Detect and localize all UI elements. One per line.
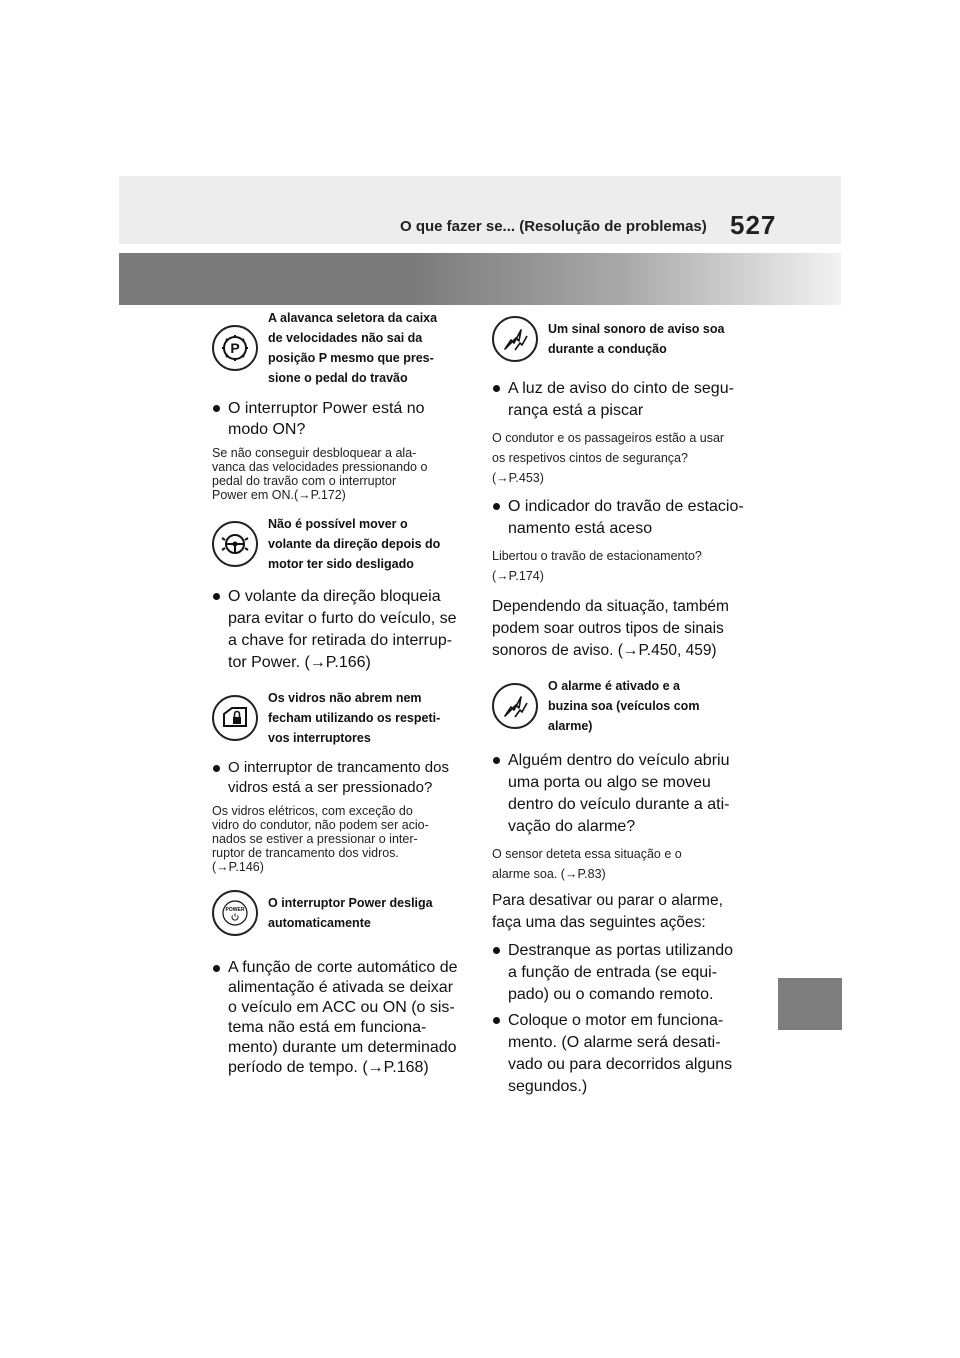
bullet-item: O volante da direção bloqueia para evitar o furto do veículo, se a chave for retirada do interrup- tor Power. (→P.166) bbox=[212, 586, 467, 674]
parking-gear-icon bbox=[212, 325, 258, 371]
warning-alarm bbox=[492, 676, 754, 736]
chapter-title: O que fazer se... (Resolução de problemas) bbox=[400, 218, 707, 235]
alarm-horn-icon bbox=[492, 683, 538, 729]
note-text: O sensor deteta essa situação e o alarme soa. (→P.83) bbox=[492, 847, 682, 881]
svg-text:P: P bbox=[230, 340, 240, 356]
note-text: Os vidros elétricos, com exceção do vidro do condutor, não podem ser acio- nados se estiver a pressionar o inter- ruptor de trancamento dos vidros. (→P.146) bbox=[212, 804, 429, 874]
chapter-side-tab bbox=[778, 978, 842, 1030]
warning-text: O interruptor Power desliga automaticamente bbox=[268, 896, 433, 930]
bullet-item: A função de corte automático de alimentação é ativada se deixar o veículo em ACC ou ON (o sis- tema não está em funciona- mento) durante um determinado período de tempo. (→P.168) bbox=[212, 958, 467, 1078]
bullet-item: O indicador do travão de estacio- namento está aceso bbox=[492, 496, 754, 540]
right-column bbox=[492, 316, 754, 1098]
power-button-icon bbox=[212, 890, 258, 936]
warning-text: A alavanca seletora da caixa de velocidades não sai da posição P mesmo que pres- sione o pedal do travão bbox=[268, 311, 438, 385]
bullet-item: A luz de aviso do cinto de segu- rança está a piscar bbox=[492, 378, 754, 422]
warning-power-off bbox=[212, 890, 467, 936]
steering-lock-icon bbox=[212, 521, 258, 567]
bullet-item: Coloque o motor em funciona- mento. (O alarme será desati- vado ou para decorridos alguns segundos.) bbox=[492, 1010, 754, 1098]
svg-text:POWER: POWER bbox=[225, 907, 245, 913]
section-band bbox=[119, 253, 841, 305]
warning-text: Os vidros não abrem nem fecham utilizando os respeti- vos interruptores bbox=[268, 691, 441, 745]
bullet-item: O interruptor de trancamento dos vidros está a ser pressionado? bbox=[212, 758, 467, 798]
bullet-item: Destranque as portas utilizando a função de entrada (se equi- pado) ou o comando remoto. bbox=[492, 940, 754, 1006]
bullet-item: Alguém dentro do veículo abriu uma porta ou algo se moveu dentro do veículo durante a ati- vação do alarme? bbox=[492, 750, 754, 838]
buzzer-icon bbox=[492, 316, 538, 362]
body-paragraph: Para desativar ou parar o alarme, faça uma das seguintes ações: bbox=[492, 892, 723, 931]
warning-text: Um sinal sonoro de aviso soa durante a condução bbox=[548, 322, 725, 356]
warning-text: Não é possível mover o volante da direção depois do motor ter sido desligado bbox=[268, 517, 441, 571]
note-text: Se não conseguir desbloquear a ala- vanca das velocidades pressionando o pedal do travão com o interruptor Power em ON.(→P.172) bbox=[212, 446, 428, 502]
page-number: 527 bbox=[730, 210, 777, 240]
body-paragraph: Dependendo da situação, também podem soar outros tipos de sinais sonoros de aviso. (→P.450, 459) bbox=[492, 598, 729, 659]
warning-windows bbox=[212, 688, 467, 748]
window-lock-icon bbox=[212, 695, 258, 741]
warning-gear-lever bbox=[212, 308, 467, 388]
note-text: O condutor e os passageiros estão a usar os respetivos cintos de segurança? (→P.453) bbox=[492, 431, 725, 485]
bullet-item: O interruptor Power está no modo ON? bbox=[212, 398, 467, 440]
warning-steering bbox=[212, 514, 467, 574]
warning-buzzer bbox=[492, 316, 754, 362]
note-text: Libertou o travão de estacionamento? (→P.174) bbox=[492, 549, 702, 583]
left-column bbox=[212, 308, 467, 1078]
warning-text: O alarme é ativado e a buzina soa (veículos com alarme) bbox=[548, 679, 700, 733]
